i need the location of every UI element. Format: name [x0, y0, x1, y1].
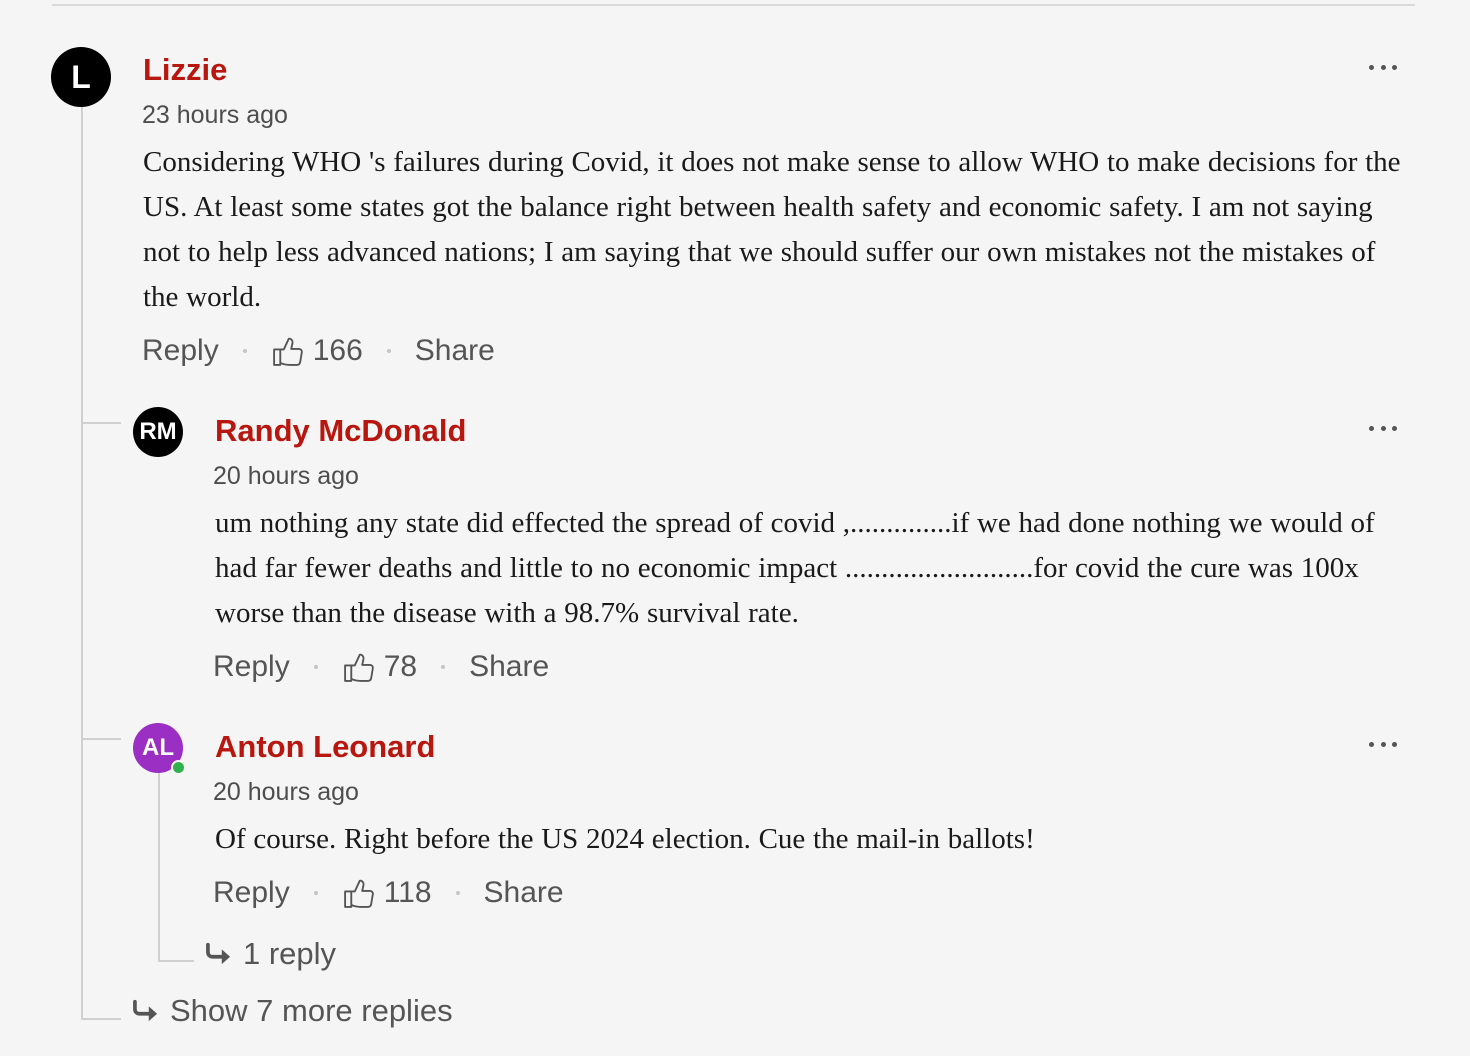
avatar-initials: AL: [142, 734, 174, 761]
separator-dot: [387, 349, 391, 353]
like-button[interactable]: [342, 650, 417, 684]
view-replies-label: 1 reply: [243, 936, 337, 971]
thumbs-up-icon: [271, 335, 304, 368]
avatar[interactable]: [51, 47, 111, 107]
author-name[interactable]: Randy McDonald: [215, 413, 467, 448]
share-button[interactable]: Share: [414, 334, 495, 367]
reply-arrow-icon: [205, 942, 233, 966]
comment-actions: [213, 650, 549, 684]
like-count: 118: [383, 876, 432, 909]
reply-button[interactable]: Reply: [213, 650, 290, 683]
more-options-icon[interactable]: [1369, 423, 1397, 433]
separator-dot: [314, 891, 318, 895]
author-name[interactable]: Lizzie: [143, 52, 228, 87]
more-options-icon[interactable]: [1369, 62, 1397, 72]
thread-line-branch: [81, 1018, 121, 1020]
reply-button[interactable]: Reply: [213, 876, 290, 909]
timestamp: 23 hours ago: [142, 101, 288, 129]
avatar[interactable]: [133, 407, 183, 457]
share-button[interactable]: Share: [469, 650, 550, 683]
separator-dot: [456, 891, 460, 895]
like-button[interactable]: [271, 334, 363, 368]
thread-line-branch: [81, 738, 121, 740]
online-status-icon: [171, 760, 186, 775]
thread-line-branch: [158, 960, 194, 962]
separator-dot: [314, 665, 318, 669]
timestamp: 20 hours ago: [213, 462, 359, 490]
reply-arrow-icon: [132, 999, 160, 1023]
timestamp: 20 hours ago: [213, 778, 359, 806]
more-options-icon[interactable]: [1369, 739, 1397, 749]
avatar-initials: L: [71, 58, 91, 95]
divider: [52, 4, 1415, 6]
thread-line-branch: [81, 422, 121, 424]
avatar-initials: RM: [139, 418, 177, 445]
show-more-replies-label: Show 7 more replies: [170, 993, 453, 1028]
thumbs-up-icon: [342, 877, 375, 910]
comment-body: Of course. Right before the US 2024 election. Cue the mail-in ballots!: [215, 823, 1035, 855]
like-button[interactable]: [342, 876, 432, 910]
avatar[interactable]: [133, 723, 183, 773]
comment-body: Considering WHO 's failures during Covid, it does not make sense to allow WHO to make decisions for the US. At least some states got the balance right between health safety and economic safety. I am not saying not to help less advanced nations; I am saying that we should suffer our own mistakes not the mistakes of the world.: [143, 146, 1401, 313]
separator-dot: [441, 665, 445, 669]
comment-body: um nothing any state did effected the spread of covid ,..............if we had done nothing we would of had far fewer deaths and little to no economic impact ..........................for covid the cure was 100x worse than the disease with a 98.7% survival rate.: [215, 507, 1375, 629]
thread-line: [158, 772, 160, 962]
show-more-replies-link[interactable]: [132, 993, 453, 1029]
author-name[interactable]: Anton Leonard: [215, 729, 436, 764]
reply-button[interactable]: Reply: [142, 334, 219, 367]
comment-actions: [142, 334, 495, 368]
like-count: 78: [383, 650, 418, 683]
thread-line: [81, 106, 83, 1020]
share-button[interactable]: Share: [483, 876, 564, 909]
comment-actions: [213, 876, 564, 910]
separator-dot: [243, 349, 247, 353]
view-replies-link[interactable]: [205, 936, 336, 972]
like-count: 166: [312, 334, 363, 367]
thumbs-up-icon: [342, 651, 375, 684]
